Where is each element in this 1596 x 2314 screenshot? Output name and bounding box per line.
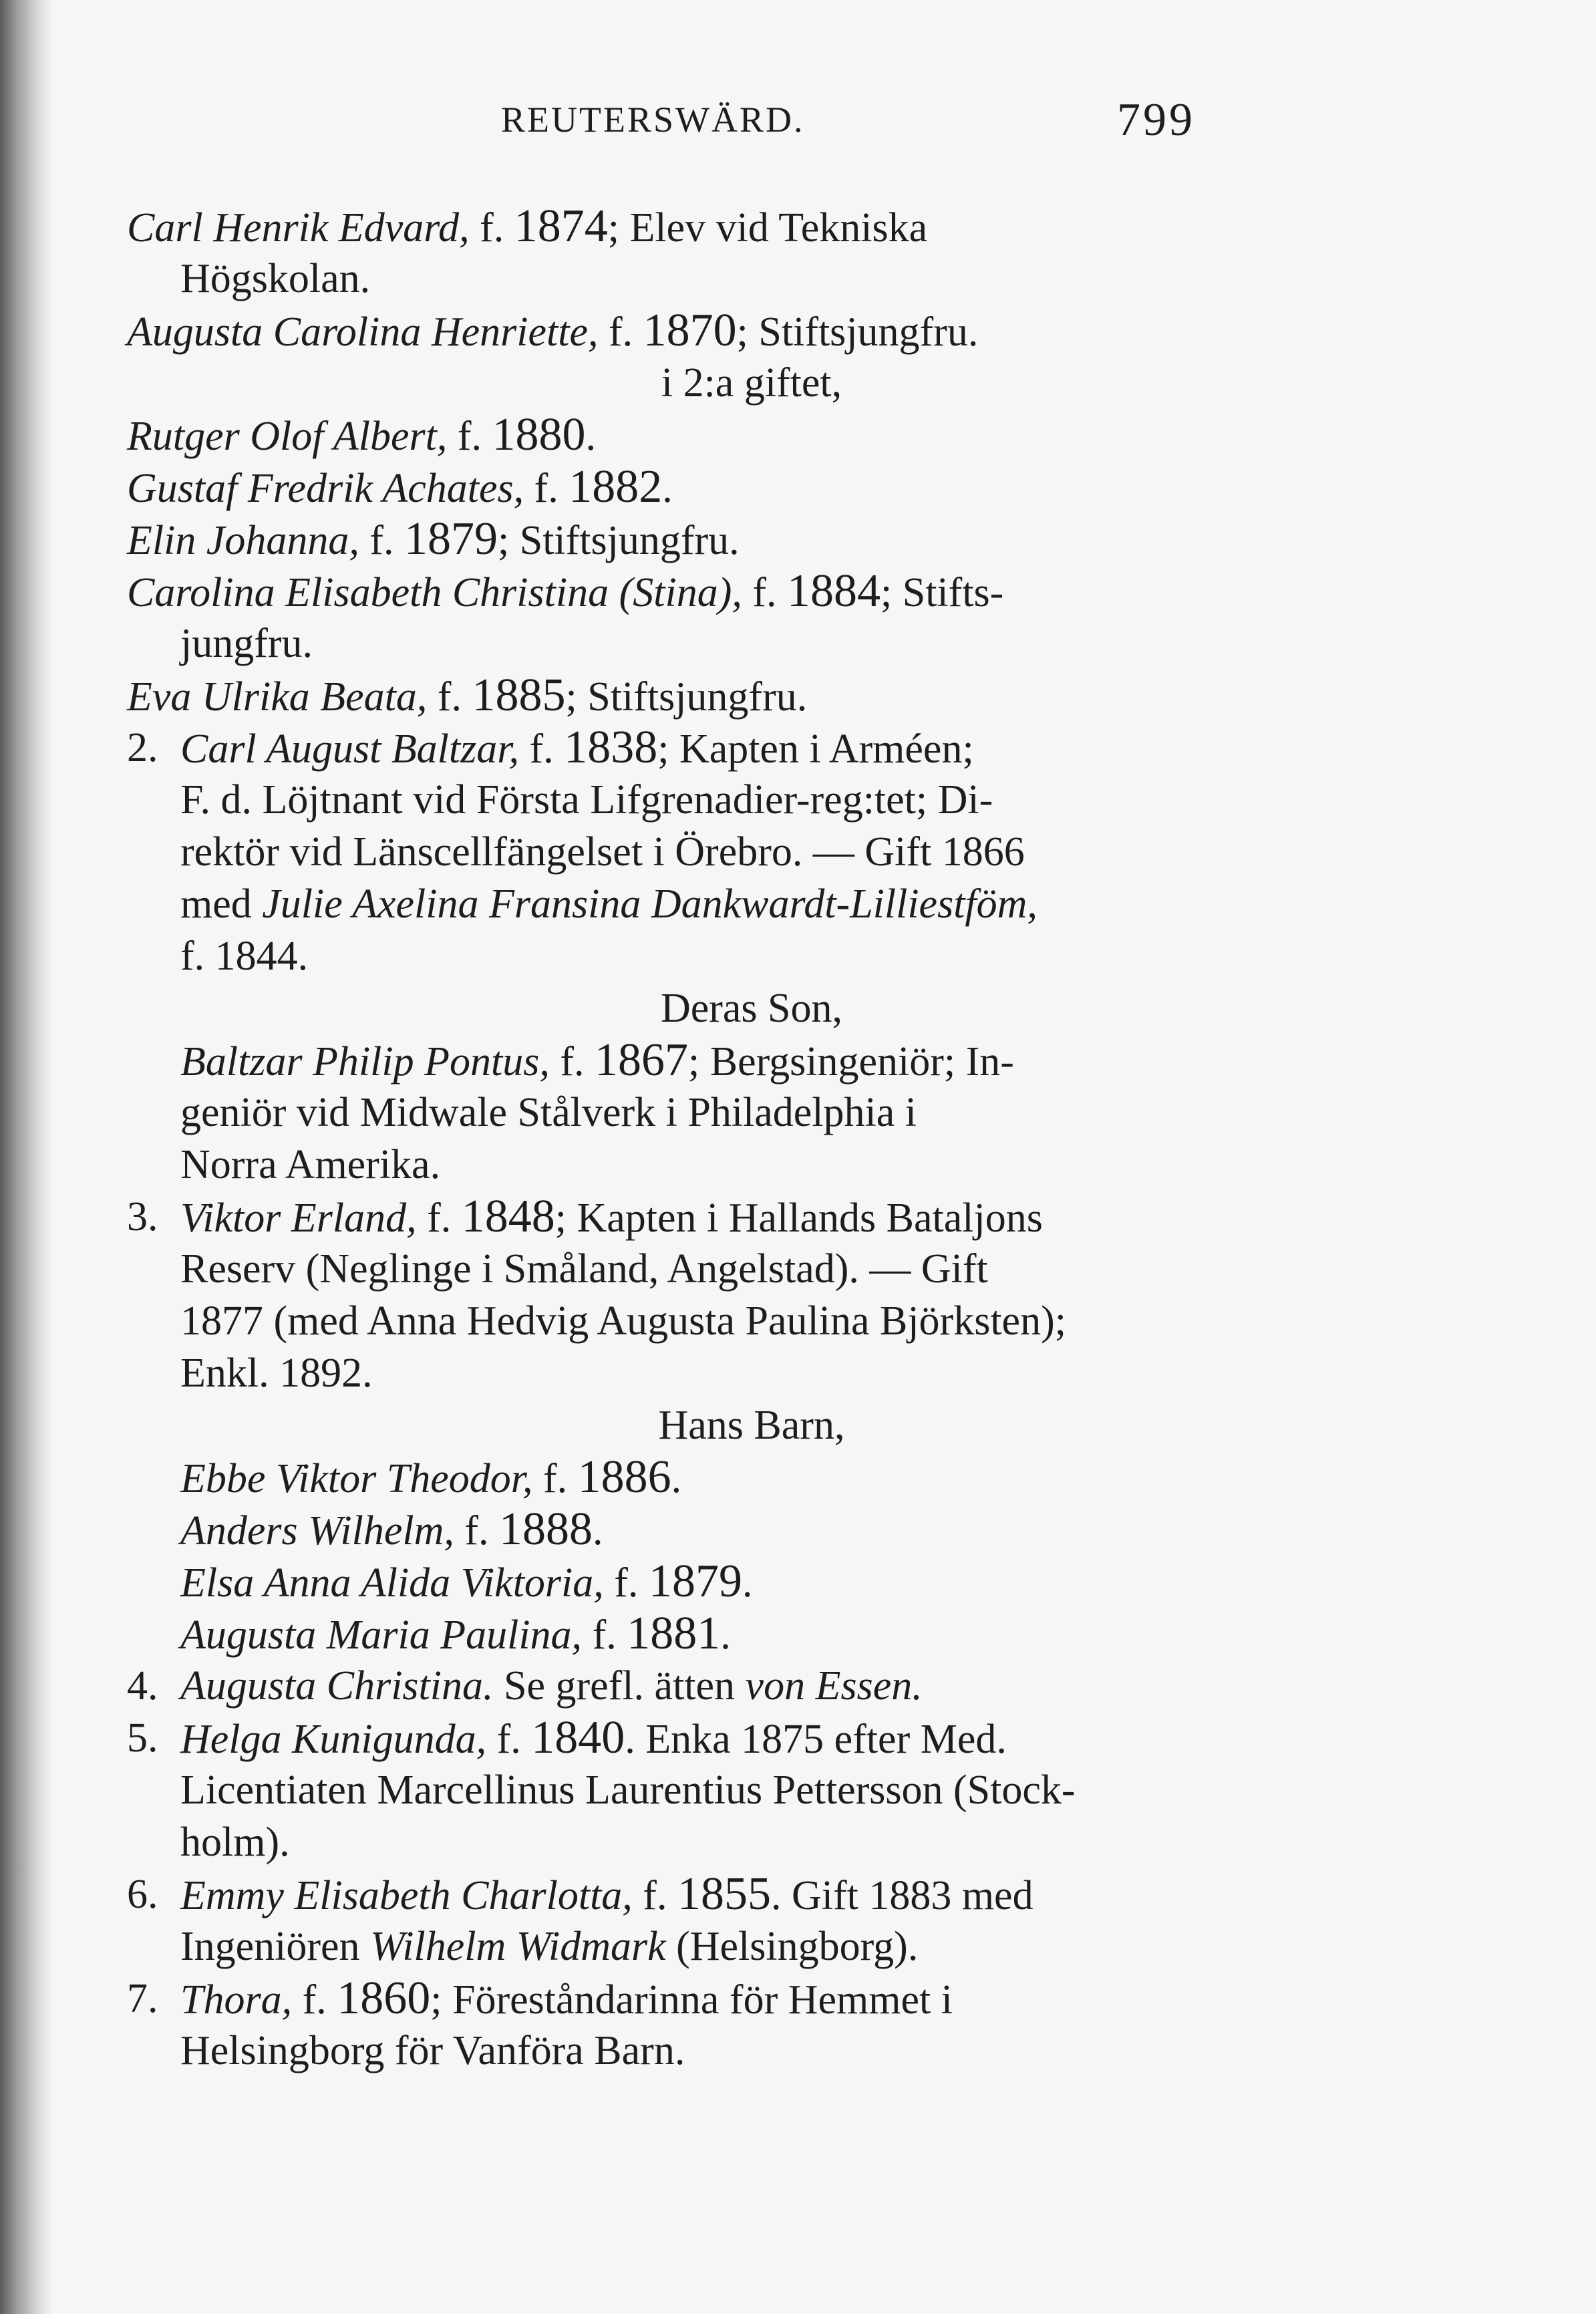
section-subheading: Hans Barn, xyxy=(658,1403,845,1448)
entry-number: 3. xyxy=(127,1194,158,1240)
text-line: Norra Amerika. xyxy=(180,1142,441,1187)
numbered-entry: 3. Viktor Erland, f. 1848; Kapten i Hallands Bataljons xyxy=(127,1191,1043,1242)
text-line: Ingeniören Wilhelm Widmark (Helsingborg). xyxy=(180,1924,919,1969)
text-line: Ebbe Viktor Theodor, f. 1886. xyxy=(180,1451,682,1503)
text-line: Helsingborg för Vanföra Barn. xyxy=(180,2028,685,2073)
entry-number: 6. xyxy=(127,1872,158,1917)
entry-number: 7. xyxy=(127,1976,158,2021)
text-line: Rutger Olof Albert, f. 1880. xyxy=(127,409,596,460)
text-line: Eva Ulrika Beata, f. 1885; Stiftsjungfru. xyxy=(127,670,808,721)
text-line: Anders Wilhelm, f. 1888. xyxy=(180,1503,603,1555)
text-line: Enkl. 1892. xyxy=(180,1350,373,1396)
text-line: holm). xyxy=(180,1820,290,1865)
numbered-entry: 7. Thora, f. 1860; Föreståndarinna för Hemmet i xyxy=(127,1973,953,2024)
entry-number: 2. xyxy=(127,725,158,770)
text-line: jungfru. xyxy=(180,621,313,666)
text-line: med Julie Axelina Fransina Dankwardt-Lilliestföm, xyxy=(180,881,1038,927)
text-line: Licentiaten Marcellinus Laurentius Pettersson (Stock- xyxy=(180,1767,1076,1813)
text-line: rektör vid Länscellfängelset i Örebro. — Gift 1866 xyxy=(180,829,1025,875)
text-line: Carl Henrik Edvard, f. 1874; Elev vid Tekniska xyxy=(127,200,928,252)
text-line: Gustaf Fredrik Achates, f. 1882. xyxy=(127,461,673,513)
page-header xyxy=(0,94,1596,152)
entry-number: 4. xyxy=(127,1663,158,1709)
entry-number: 5. xyxy=(127,1715,158,1761)
section-subheading: i 2:a giftet, xyxy=(661,360,842,406)
text-line: geniör vid Midwale Stålverk i Philadelphia i xyxy=(180,1090,917,1135)
text-line: Augusta Carolina Henriette, f. 1870; Stiftsjungfru. xyxy=(127,305,979,356)
text-line: f. 1844. xyxy=(180,933,309,979)
text-line: Elsa Anna Alida Viktoria, f. 1879. xyxy=(180,1556,753,1607)
numbered-entry: 2. Carl August Baltzar, f. 1838; Kapten i Arméen; xyxy=(127,722,974,773)
text-line: Reserv (Neglinge i Småland, Angelstad). — Gift xyxy=(180,1246,988,1292)
numbered-entry: 4. Augusta Christina. Se grefl. ätten von Essen. xyxy=(127,1660,1283,1712)
page-number: 799 xyxy=(1117,94,1195,146)
text-line: 1877 (med Anna Hedvig Augusta Paulina Björksten); xyxy=(180,1298,1066,1344)
text-line: Högskolan. xyxy=(180,256,371,301)
running-head: REUTERSWÄRD. xyxy=(501,100,805,140)
text-line: Augusta Maria Paulina, f. 1881. xyxy=(180,1608,731,1659)
text-line: Baltzar Philip Pontus, f. 1867; Bergsingeniör; In- xyxy=(180,1034,1014,1086)
numbered-entry: 5. Helga Kunigunda, f. 1840. Enka 1875 efter Med. xyxy=(127,1712,1007,1763)
section-subheading: Deras Son, xyxy=(660,986,843,1031)
numbered-entry: 6. Emmy Elisabeth Charlotta, f. 1855. Gift 1883 med xyxy=(127,1868,1033,1920)
text-line: Elin Johanna, f. 1879; Stiftsjungfru. xyxy=(127,513,740,565)
text-line: Carolina Elisabeth Christina (Stina), f. 1884; Stifts- xyxy=(127,565,1004,617)
binding-gutter-shadow xyxy=(0,0,53,2314)
body-text xyxy=(127,200,1283,2077)
text-line: F. d. Löjtnant vid Första Lifgrenadier-reg:tet; Di- xyxy=(180,777,993,823)
